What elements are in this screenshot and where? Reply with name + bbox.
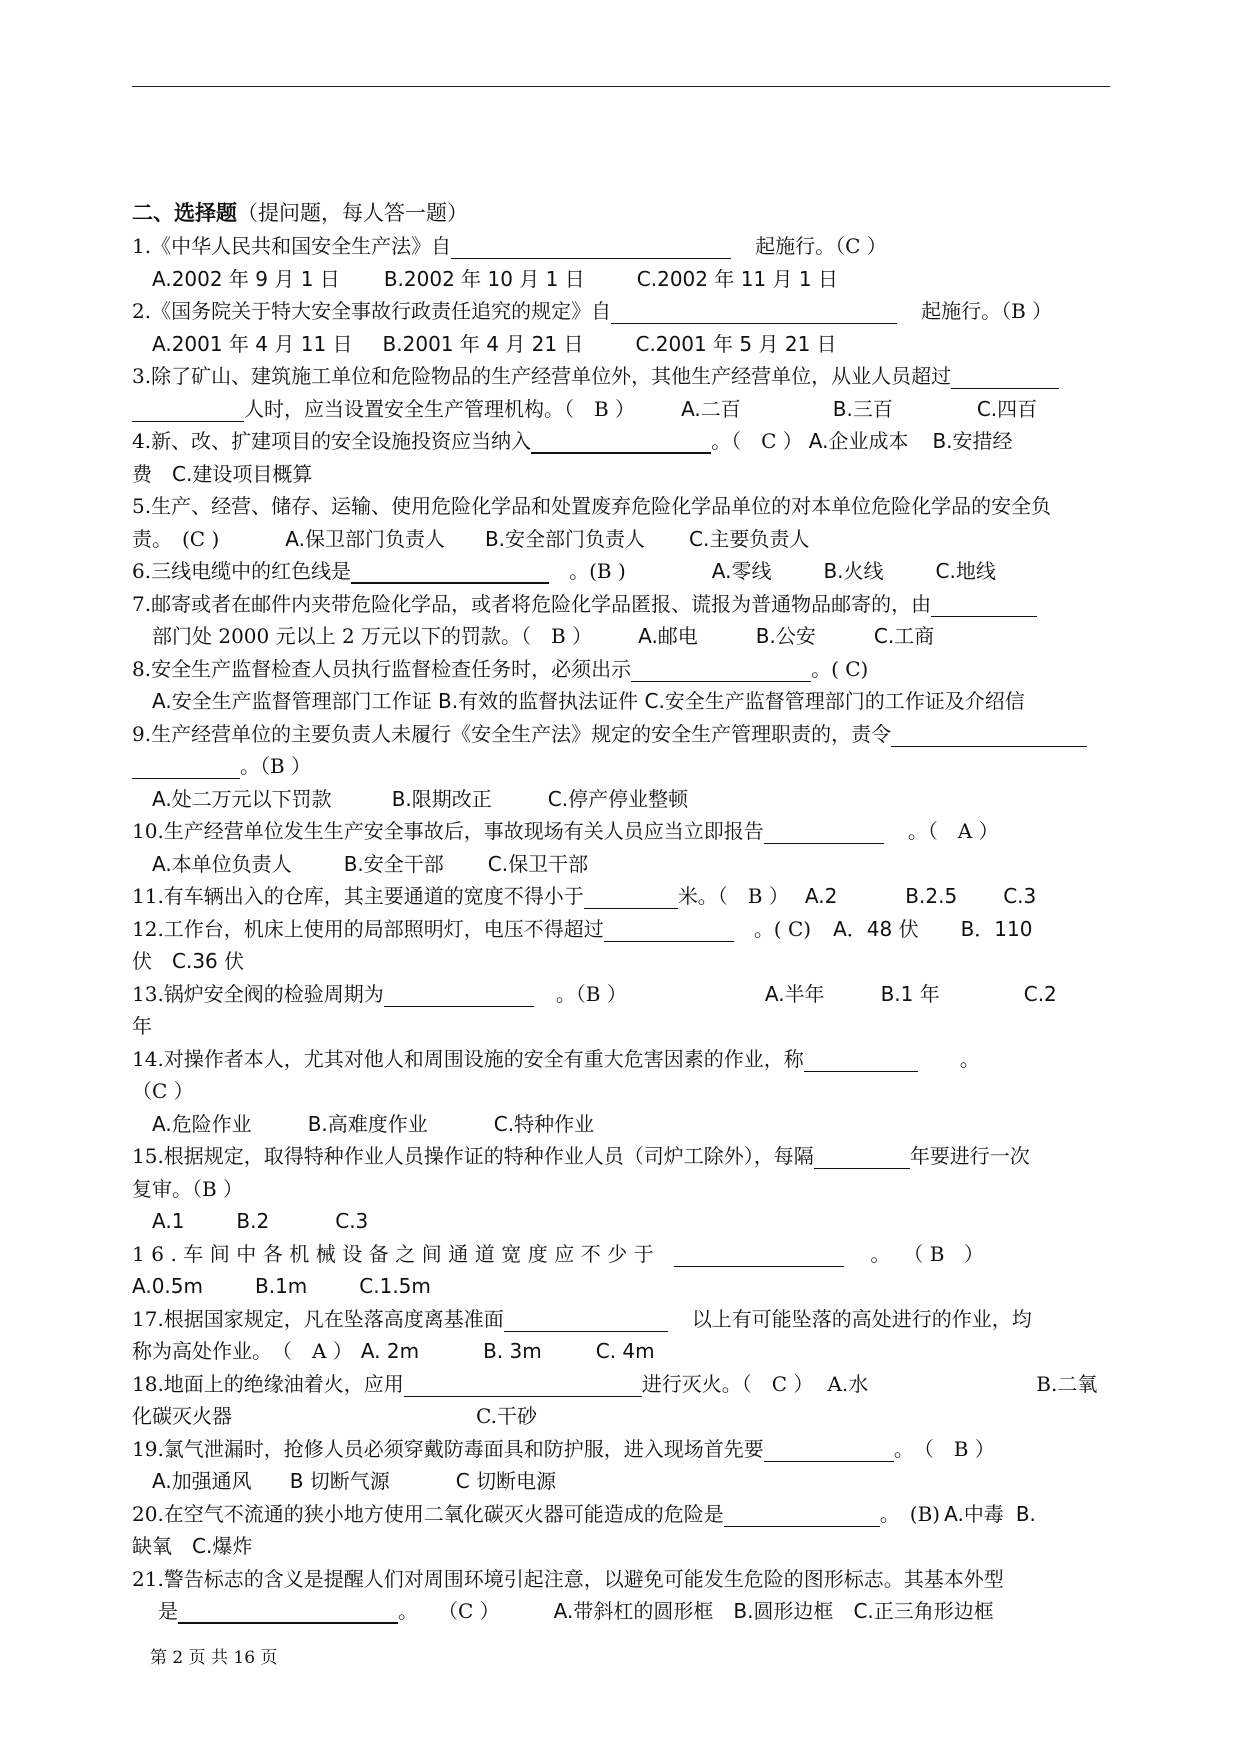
- question-11: 11.有车辆出入的仓库，其主要通道的宽度不得小于 米。（ B ） A.2 B.2.5 C.3: [132, 884, 1037, 908]
- question-5: 5.生产、经营、储存、运输、使用危险化学品和处置废弃危险化学品单位的对本单位危险化学品的安全负: [132, 494, 1052, 518]
- answer-blank: [611, 301, 897, 324]
- question-9-options: A.处二万元以下罚款 B.限期改正 C.停产停业整顿: [152, 786, 689, 811]
- answer-blank: [584, 886, 678, 909]
- question-4: 4.新、改、扩建项目的安全设施投资应当纳入 。（ C ） A.企业成本 B.安措经: [132, 429, 1013, 453]
- section-heading: 二、选择题（提问题，每人答一题）: [132, 200, 468, 225]
- answer-blank: [351, 560, 549, 584]
- answer-blank: [814, 1146, 910, 1169]
- question-16-options: A.0.5m B.1m C.1.5m: [132, 1274, 431, 1298]
- question-13-cont: 年: [132, 1014, 152, 1038]
- answer-blank: [631, 659, 811, 682]
- question-21-cont: 是 。 （C ） A.带斜杠的圆形框 B.圆形边框 C.正三角形边框: [158, 1599, 994, 1623]
- question-14-cont: （C ）: [132, 1079, 194, 1103]
- question-1: 1.《中华人民共和国安全生产法》自 起施行。（C ）: [132, 234, 887, 258]
- question-3: 3.除了矿山、建筑施工单位和危险物品的生产经营单位外，其他生产经营单位，从业人员超过: [132, 360, 1112, 393]
- question-19-options: A.加强通风 B 切断气源 C 切断电源: [152, 1469, 557, 1493]
- question-1-options: A.2002 年 9 月 1 日 B.2002 年 10 月 1 日 C.2002 年 11 月 1 日: [152, 266, 838, 291]
- question-21: 21.警告标志的含义是提醒人们对周围环境引起注意，以避免可能发生危险的图形标志。其基本外型: [132, 1566, 1004, 1591]
- answer-blank: [764, 821, 884, 844]
- question-8: 8.安全生产监督检查人员执行监督检查任务时，必须出示 。( C): [132, 656, 869, 681]
- question-10: 10.生产经营单位发生生产安全事故后，事故现场有关人员应当立即报告 。（ A ）: [132, 819, 999, 843]
- question-13: 13.锅炉安全阀的检验周期为 。（B ） A.半年 B.1 年 C.2: [132, 981, 1057, 1006]
- question-15-cont: 复审。（B ）: [132, 1176, 244, 1201]
- question-2: 2.《国务院关于特大安全事故行政责任追究的规定》自 起施行。（B ）: [132, 299, 1053, 323]
- question-2-options: A.2001 年 4 月 11 日 B.2001 年 4 月 21 日 C.2001 年 5 月 21 日: [152, 331, 837, 356]
- answer-blank: [384, 984, 534, 1007]
- answer-blank: [451, 236, 731, 259]
- question-15: 15.根据规定，取得特种作业人员操作证的特种作业人员（司炉工除外），每隔 年要进行一次: [132, 1144, 1030, 1168]
- answer-blank: [604, 919, 734, 942]
- answer-blank: [931, 594, 1037, 617]
- answer-blank: [404, 1374, 642, 1397]
- answer-blank: [764, 1439, 894, 1462]
- question-4-cont: 费 C.建设项目概算: [132, 461, 313, 486]
- question-20: 20.在空气不流通的狭小地方使用二氧化碳灭火器可能造成的危险是 。 (B) A.中毒 B.: [132, 1501, 1036, 1526]
- answer-blank: [674, 1244, 844, 1267]
- question-16: 16.车间中各机械设备之间通道宽度应不少于 。 （B ）: [132, 1241, 991, 1266]
- question-section: [132, 196, 1112, 1628]
- question-14-options: A.危险作业 B.高难度作业 C.特种作业: [152, 1111, 595, 1136]
- answer-blank: [951, 366, 1059, 389]
- answer-blank: [132, 399, 244, 422]
- answer-blank: [804, 1049, 918, 1072]
- question-9-cont: 。（B ）: [132, 750, 1112, 783]
- question-5-cont: 责。 (C ) A.保卫部门负责人 B.安全部门负责人 C.主要负责人: [132, 526, 810, 551]
- question-8-options: A.安全生产监督管理部门工作证 B.有效的监督执法证件 C.安全生产监督管理部门的工作证及介绍信: [152, 689, 1025, 713]
- question-12-cont: 伏 C.36 伏: [132, 949, 245, 973]
- answer-blank: [891, 724, 1087, 747]
- answer-blank: [178, 1600, 398, 1624]
- answer-blank: [531, 430, 711, 454]
- question-19: 19.氯气泄漏时，抢修人员必须穿戴防毒面具和防护服，进入现场首先要 。 （ B ）: [132, 1436, 995, 1461]
- answer-blank: [504, 1309, 668, 1332]
- header-rule: [132, 86, 1110, 87]
- question-14: 14.对操作者本人，尤其对他人和周围设施的安全有重大危害因素的作业，称 。: [132, 1046, 980, 1071]
- question-3-cont: 人时，应当设置安全生产管理机构。（ B ） A.二百 B.三百 C.四百: [132, 393, 1112, 426]
- question-17: 17.根据国家规定，凡在坠落高度离基准面 以上有可能坠落的高处进行的作业，均: [132, 1306, 1032, 1331]
- question-7: 7.邮寄或者在邮件内夹带危险化学品，或者将危险化学品匿报、谎报为普通物品邮寄的，由: [132, 588, 1112, 621]
- question-12: 12.工作台，机床上使用的局部照明灯，电压不得超过 。( C) A．48 伏 B．110: [132, 916, 1033, 941]
- question-20-cont: 缺氧 C.爆炸: [132, 1534, 253, 1558]
- answer-blank: [132, 756, 240, 779]
- answer-blank: [724, 1504, 880, 1527]
- question-6: 6.三线电缆中的红色线是 。(B ) A.零线 B.火线 C.地线: [132, 559, 996, 583]
- question-9: 9.生产经营单位的主要负责人未履行《安全生产法》规定的安全生产管理职责的，责令: [132, 718, 1112, 751]
- question-18: 18.地面上的绝缘油着火，应用 进行灭火。（ C ） A.水 B.二氧: [132, 1371, 1098, 1396]
- question-15-options: A.1 B.2 C.3: [152, 1209, 369, 1233]
- page-footer: 第 2 页 共 16 页: [150, 1648, 278, 1668]
- question-10-options: A.本单位负责人 B.安全干部 C.保卫干部: [152, 851, 589, 876]
- question-17-cont: 称为高处作业。 （ A ） A. 2m B. 3m C. 4m: [132, 1339, 655, 1363]
- question-7-cont: 部门处 2000 元以上 2 万元以下的罚款。（ B ） A.邮电 B.公安 C.工商: [152, 624, 935, 648]
- question-18-cont: 化碳灭火器 C.干砂: [132, 1404, 537, 1428]
